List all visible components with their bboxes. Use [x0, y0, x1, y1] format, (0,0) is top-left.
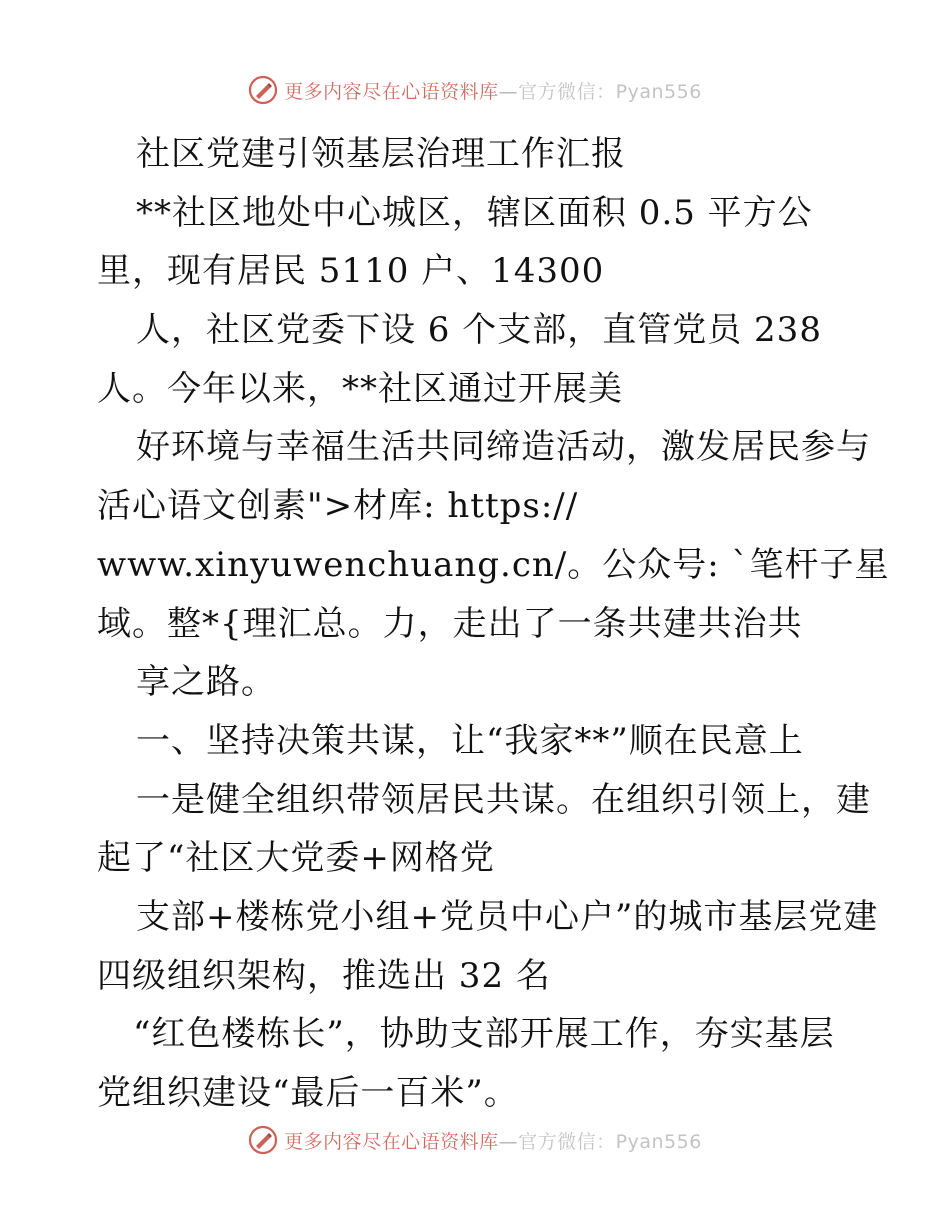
- pen-logo-icon: [248, 1125, 278, 1155]
- paragraph-line: 域。整*{理汇总。力，走出了一条共建共治共: [97, 603, 803, 644]
- paragraph-line: 支部+楼栋党小组+党员中心户”的城市基层党建: [136, 896, 879, 937]
- paragraph-line: “红色楼栋长”，协助支部开展工作，夯实基层: [133, 1014, 835, 1055]
- paragraph-line: 起了“社区大党委+网格党: [97, 838, 495, 879]
- section-heading: 一、坚持决策共谋，让“我家**”顺在民意上: [136, 720, 804, 761]
- watermark-banner-top: [0, 70, 950, 110]
- watermark-banner-bottom: [0, 1120, 950, 1160]
- paragraph-line: 人。今年以来，**社区通过开展美: [97, 368, 623, 409]
- paragraph-line: 党组织建设“最后一百米”。: [97, 1073, 519, 1113]
- paragraph-line: 好环境与幸福生活共同缔造活动，激发居民参与: [136, 427, 871, 468]
- paragraph-line: 享之路。: [136, 662, 276, 703]
- doc-title: 社区党建引领基层治理工作汇报: [136, 134, 626, 174]
- paragraph-line: 人，社区党委下设 6 个支部，直管党员 238: [136, 310, 822, 351]
- paragraph-line: **社区地处中心城区，辖区面积 0.5 平方公: [136, 192, 813, 233]
- paragraph-line: 里，现有居民 5110 户、14300: [97, 251, 605, 292]
- watermark-text: 更多内容尽在心语资料库—官方微信：Pyan556: [284, 80, 702, 103]
- paragraph-line: 活心语文创素">材库: https://: [97, 486, 579, 527]
- paragraph-line: www.xinyuwenchuang.cn/。公众号: `笔杆子星: [97, 544, 890, 585]
- watermark-text: 更多内容尽在心语资料库—官方微信：Pyan556: [284, 1130, 702, 1153]
- paragraph-line: 一是健全组织带领居民共谋。在组织引领上，建: [136, 779, 871, 820]
- document-body: [97, 125, 890, 1123]
- paragraph-line: 四级组织架构，推选出 32 名: [97, 955, 551, 996]
- pen-logo-icon: [248, 75, 278, 105]
